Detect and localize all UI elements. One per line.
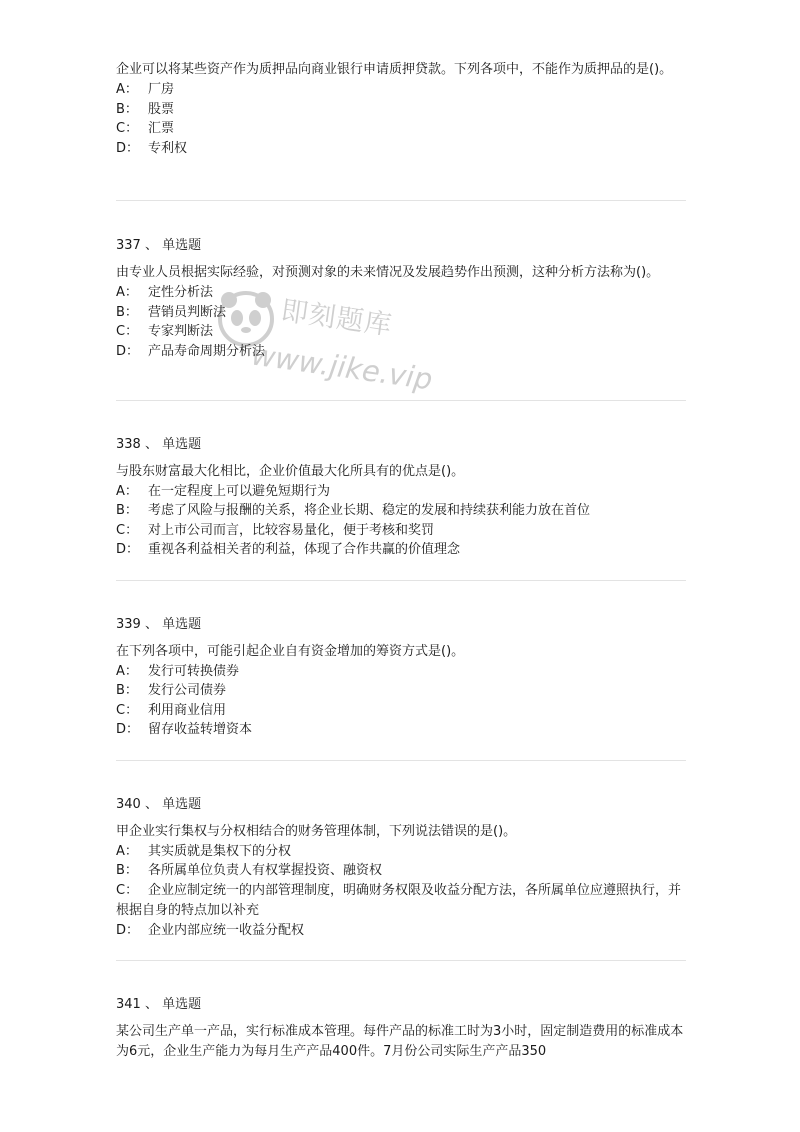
question-header: 341 、 单选题 — [116, 997, 202, 1012]
option-text: 企业应制定统一的内部管理制度，明确财务权限及收益分配方法，各所属单位应遵照执行，并根据自身的特点加以补充 — [116, 882, 682, 918]
question-number: 341 — [116, 997, 141, 1012]
option-text: 发行可转换债券 — [148, 663, 240, 679]
option-a[interactable]: A： 定性分析法 — [116, 285, 214, 300]
divider — [116, 960, 686, 961]
option-c[interactable]: C： 专家判断法 — [116, 324, 214, 339]
question-stem: 在下列各项中，可能引起企业自有资金增加的筹资方式是()。 — [116, 644, 465, 659]
question-338 — [116, 435, 686, 560]
option-text: 产品寿命周期分析法 — [148, 343, 266, 359]
watermark-brand: 即刻题库 — [278, 295, 395, 342]
option-text: 发行公司债券 — [148, 683, 227, 698]
option-c[interactable]: C： 利用商业信用 — [116, 702, 227, 718]
option-letter: C： — [116, 121, 139, 136]
option-text: 企业内部应统一收益分配权 — [148, 922, 305, 938]
option-b[interactable]: B： 发行公司债券 — [116, 683, 227, 698]
question-number: 339 — [116, 617, 141, 632]
option-text: 汇票 — [148, 121, 175, 136]
question-type: 单选题 — [162, 238, 202, 253]
option-d[interactable]: D： 企业内部应统一收益分配权 — [116, 922, 305, 938]
question-stem: 企业可以将某些资产作为质押品向商业银行申请质押贷款。下列各项中，不能作为质押品的是()。 — [116, 62, 673, 77]
question-339 — [116, 615, 686, 740]
question-type: 单选题 — [162, 797, 202, 812]
option-a[interactable] — [116, 80, 686, 100]
question-type: 单选题 — [162, 997, 202, 1012]
option-b[interactable]: B： 营销员判断法 — [116, 304, 227, 320]
option-text: 专家判断法 — [148, 324, 214, 339]
question-number: 338 — [116, 437, 141, 452]
option-a[interactable]: A： 发行可转换债券 — [116, 663, 240, 679]
option-text: 各所属单位负责人有权掌握投资、融资权 — [148, 863, 383, 878]
option-d[interactable]: D： 留存收益转增资本 — [116, 722, 253, 737]
option-text: 留存收益转增资本 — [148, 722, 253, 737]
question-stem: 由专业人员根据实际经验，对预测对象的未来情况及发展趋势作出预测，这种分析方法称为()。 — [116, 265, 660, 280]
question-header: 338 、 单选题 — [116, 437, 202, 452]
divider — [116, 760, 686, 761]
question-header: 340 、 单选题 — [116, 797, 202, 812]
option-letter: B： — [116, 101, 138, 117]
question-number: 340 — [116, 797, 141, 812]
divider — [116, 580, 686, 581]
option-c[interactable]: C： 企业应制定统一的内部管理制度，明确财务权限及收益分配方法，各所属单位应遵照执行，并根据自身的特点加以补充 — [116, 882, 682, 918]
option-text: 定性分析法 — [148, 285, 214, 300]
option-c[interactable]: C： 对上市公司而言，比较容易量化，便于考核和奖罚 — [116, 522, 435, 538]
option-b[interactable]: B： 考虑了风险与报酬的关系，将企业长期、稳定的发展和持续获利能力放在首位 — [116, 503, 591, 518]
question-341 — [116, 995, 686, 1062]
question-type: 单选题 — [162, 437, 202, 452]
option-d[interactable] — [116, 139, 686, 159]
option-text: 重视各利益相关者的利益，体现了合作共赢的价值理念 — [148, 542, 461, 557]
question-337 — [116, 236, 686, 361]
option-d[interactable]: D： 重视各利益相关者的利益，体现了合作共赢的价值理念 — [116, 542, 461, 557]
option-a[interactable]: A： 其实质就是集权下的分权 — [116, 843, 292, 859]
option-text: 对上市公司而言，比较容易量化，便于考核和奖罚 — [148, 522, 435, 538]
question-stem: 甲企业实行集权与分权相结合的财务管理体制，下列说法错误的是()。 — [116, 824, 517, 839]
option-b[interactable] — [116, 100, 686, 120]
option-text: 其实质就是集权下的分权 — [148, 843, 292, 859]
option-text: 厂房 — [148, 82, 175, 97]
option-text: 在一定程度上可以避免短期行为 — [148, 483, 331, 499]
divider — [116, 200, 686, 201]
question-stem: 与股东财富最大化相比，企业价值最大化所具有的优点是()。 — [116, 464, 465, 479]
question-header: 339 、 单选题 — [116, 617, 202, 632]
question-stem: 某公司生产单一产品，实行标准成本管理。每件产品的标准工时为3小时，固定制造费用的标准成本为6元，企业生产能力为每月生产产品400件。7月份公司实际生产产品350 — [116, 1024, 684, 1059]
divider — [116, 400, 686, 401]
option-a[interactable]: A： 在一定程度上可以避免短期行为 — [116, 483, 331, 499]
watermark-url: www.jike.vip — [249, 337, 435, 397]
question-340 — [116, 795, 686, 940]
option-text: 利用商业信用 — [148, 702, 227, 718]
option-letter: D： — [116, 140, 140, 156]
question-number: 337 — [116, 238, 141, 253]
option-c[interactable] — [116, 119, 686, 139]
option-text: 营销员判断法 — [148, 304, 227, 320]
question-type: 单选题 — [162, 617, 202, 632]
option-letter: A： — [116, 82, 138, 97]
option-text: 考虑了风险与报酬的关系，将企业长期、稳定的发展和持续获利能力放在首位 — [148, 503, 591, 518]
question-header: 337 、 单选题 — [116, 238, 202, 253]
option-b[interactable]: B： 各所属单位负责人有权掌握投资、融资权 — [116, 863, 383, 878]
option-text: 专利权 — [148, 140, 188, 156]
option-text: 股票 — [148, 101, 175, 117]
option-d[interactable]: D： 产品寿命周期分析法 — [116, 343, 266, 359]
question-intro — [116, 60, 686, 158]
